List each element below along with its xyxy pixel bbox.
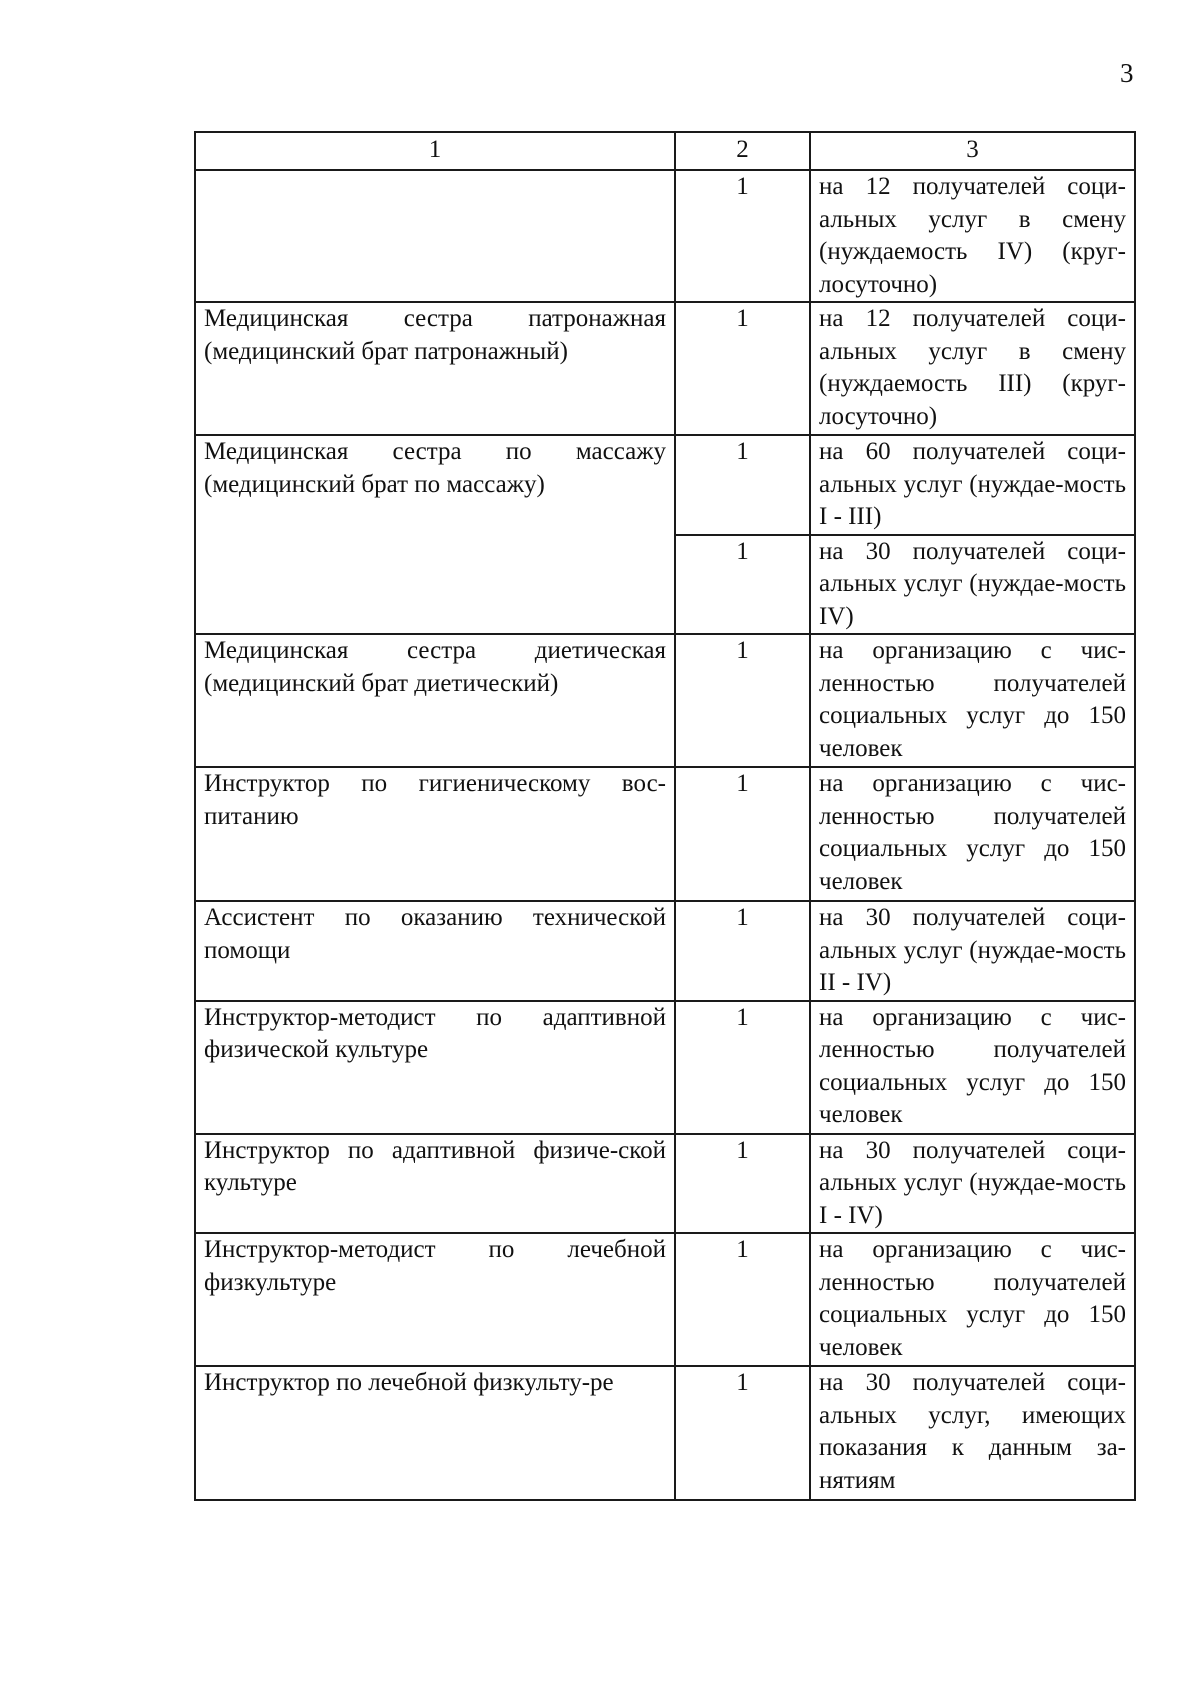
position-text: Ассистент по оказанию технической помощи	[204, 904, 666, 964]
column-header-3: 3	[810, 132, 1135, 170]
count-cell: 1	[675, 302, 810, 435]
norm-cell	[810, 1134, 1135, 1234]
position-text: Инструктор-методист по лечебной физкультуре	[204, 1236, 666, 1296]
norm-cell	[810, 1366, 1135, 1500]
count-cell: 1	[675, 535, 810, 635]
position-text: Медицинская сестра по массажу (медицинский брат по массажу)	[204, 438, 666, 498]
norm-text: на 30 получателей соци-альных услуг (нуждае-мость I - IV)	[819, 1136, 1126, 1229]
position-cell	[195, 634, 675, 767]
position-cell	[195, 302, 675, 435]
table-row	[195, 901, 1135, 1001]
norm-text: на 30 получателей соци-альных услуг (нуждае-мость IV)	[819, 537, 1126, 630]
count-cell: 1	[675, 1366, 810, 1500]
norm-cell	[810, 901, 1135, 1001]
table-row	[195, 767, 1135, 901]
position-cell	[195, 1233, 675, 1366]
table-row	[195, 1134, 1135, 1234]
norm-text: на организацию с чис-ленностью получателей социальных услуг до 150 человек	[819, 1003, 1126, 1128]
norm-cell	[810, 634, 1135, 767]
count-cell: 1	[675, 1233, 810, 1366]
count-cell: 1	[675, 170, 810, 302]
table-row	[195, 302, 1135, 435]
norm-text: на 60 получателей соци-альных услуг (нуждае-мость I - III)	[819, 438, 1126, 530]
norm-cell	[810, 170, 1135, 302]
norm-text: на организацию с чис-ленностью получателей социальных услуг до 150 человек	[819, 770, 1126, 895]
norm-cell	[810, 435, 1135, 535]
count-cell: 1	[675, 1134, 810, 1234]
norm-cell	[810, 767, 1135, 901]
norm-text: на 30 получателей соци-альных услуг, имеющих показания к данным за-нятиям	[819, 1369, 1126, 1494]
staffing-table	[194, 131, 1136, 1501]
column-header-2: 2	[675, 132, 810, 170]
norm-cell	[810, 1233, 1135, 1366]
count-cell: 1	[675, 767, 810, 901]
count-cell: 1	[675, 1001, 810, 1134]
position-text: Инструктор по адаптивной физиче-ской культуре	[204, 1136, 666, 1196]
table-row	[195, 1233, 1135, 1366]
norm-text: на организацию с чис-ленностью получателей социальных услуг до 150 человек	[819, 1236, 1126, 1361]
norm-cell	[810, 1001, 1135, 1134]
position-text: Инструктор по гигиеническому вос-питанию	[204, 770, 666, 830]
table-row	[195, 1001, 1135, 1134]
norm-text: на организацию с чис-ленностью получателей социальных услуг до 150 человек	[819, 637, 1126, 762]
norm-cell	[810, 302, 1135, 435]
position-text: Инструктор по лечебной физкульту-ре	[204, 1369, 614, 1396]
table-row	[195, 170, 1135, 302]
count-cell: 1	[675, 901, 810, 1001]
position-cell	[195, 767, 675, 901]
table-header-row	[195, 132, 1135, 170]
position-cell	[195, 1001, 675, 1134]
position-cell	[195, 435, 675, 634]
position-cell	[195, 1366, 675, 1500]
norm-text: на 30 получателей соци-альных услуг (нуждае-мость II - IV)	[819, 904, 1126, 996]
position-text: Медицинская сестра диетическая (медицинский брат диетический)	[204, 637, 666, 697]
position-cell	[195, 1134, 675, 1234]
position-cell	[195, 901, 675, 1001]
count-cell: 1	[675, 435, 810, 535]
position-text: Медицинская сестра патронажная (медицинский брат патронажный)	[204, 305, 666, 365]
page-number: 3	[1120, 58, 1134, 88]
table-row	[195, 634, 1135, 767]
table-row	[195, 435, 1135, 535]
norm-text: на 12 получателей соци-альных услуг в смену (нуждаемость III) (круг-лосуточно)	[819, 305, 1126, 430]
position-cell	[195, 170, 675, 302]
position-text: Инструктор-методист по адаптивной физической культуре	[204, 1003, 666, 1063]
table-row	[195, 1366, 1135, 1500]
count-cell: 1	[675, 634, 810, 767]
column-header-1: 1	[195, 132, 675, 170]
norm-cell	[810, 535, 1135, 635]
norm-text: на 12 получателей соци-альных услуг в смену (нуждаемость IV) (круг-лосуточно)	[819, 173, 1126, 298]
